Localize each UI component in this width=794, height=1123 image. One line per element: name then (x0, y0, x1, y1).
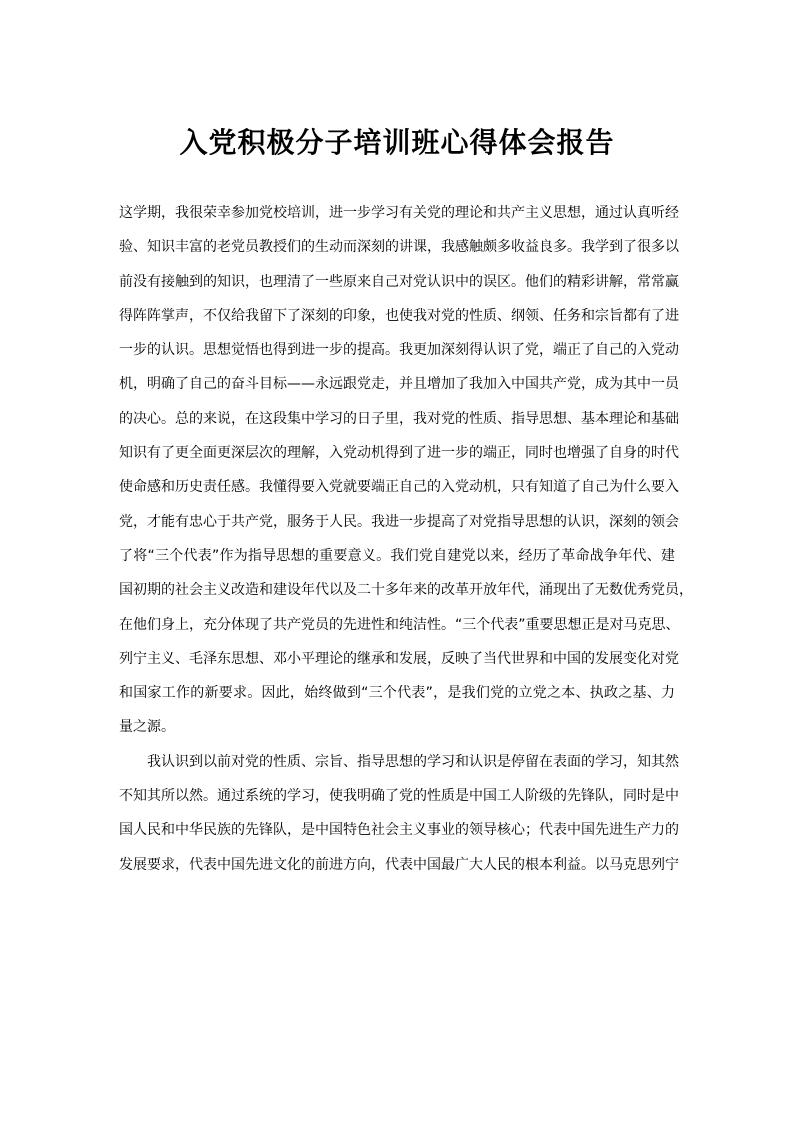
body-line: 前没有接触到的知识，也理清了一些原来自己对党认识中的误区。他们的精彩讲解，常常赢 (119, 273, 679, 290)
body-line: 和国家工作的新要求。因此，始终做到“三个代表”，是我们党的立党之本、执政之基、力 (119, 685, 675, 702)
body-line: 国初期的社会主义改造和建设年代以及二十多年来的改革开放年代，涌现出了无数优秀党员， (119, 582, 693, 599)
document-body (119, 196, 693, 882)
paragraph-end-line: 量之源。 (119, 719, 175, 736)
body-line: 一步的认识。思想觉悟也得到进一步的提高。我更加深刻得认识了党，端正了自己的入党动 (119, 342, 679, 359)
body-line: 列宁主义、毛泽东思想、邓小平理论的继承和发展，反映了当代世界和中国的发展变化对党 (119, 650, 679, 667)
body-line: 使命感和历史责任感。我懂得要入党就要端正自己的入党动机，只有知道了自己为什么要入 (119, 479, 679, 496)
body-line: 验、知识丰富的老党员教授们的生动而深刻的讲课，我感触颇多收益良多。我学到了很多以 (119, 239, 679, 256)
body-line: 发展要求，代表中国先进文化的前进方向，代表中国最广大人民的根本利益。以马克思列宁 (119, 856, 679, 873)
body-line: 机，明确了自己的奋斗目标——永远跟党走，并且增加了我加入中国共产党，成为其中一员 (119, 376, 679, 393)
body-line: 了将“三个代表”作为指导思想的重要意义。我们党自建党以来，经历了革命战争年代、建 (119, 547, 675, 564)
body-line: 得阵阵掌声，不仅给我留下了深刻的印象，也使我对党的性质、纲领、任务和宗旨都有了进 (119, 307, 679, 324)
body-line: 党，才能有忠心于共产党，服务于人民。我进一步提高了对党指导思想的认识，深刻的领会 (119, 513, 679, 530)
body-line: 我认识到以前对党的性质、宗旨、指导思想的学习和认识是停留在表面的学习，知其然 (119, 753, 679, 770)
body-line: 国人民和中华民族的先锋队，是中国特色社会主义事业的领导核心；代表中国先进生产力的 (119, 822, 679, 839)
body-line: 不知其所以然。通过系统的学习，使我明确了党的性质是中国工人阶级的先锋队，同时是中 (119, 788, 679, 805)
body-line: 在他们身上，充分体现了共产党员的先进性和纯洁性。“三个代表”重要思想正是对马克思、 (119, 616, 680, 633)
body-line: 知识有了更全面更深层次的理解，入党动机得到了进一步的端正，同时也增强了自身的时代 (119, 445, 679, 462)
body-line: 这学期，我很荣幸参加党校培训，进一步学习有关党的理论和共产主义思想，通过认真听经 (119, 205, 679, 221)
body-line: 的决心。总的来说，在这段集中学习的日子里，我对党的性质、指导思想、基本理论和基础 (119, 410, 679, 427)
document-title: 入党积极分子培训班心得体会报告 (179, 126, 615, 159)
